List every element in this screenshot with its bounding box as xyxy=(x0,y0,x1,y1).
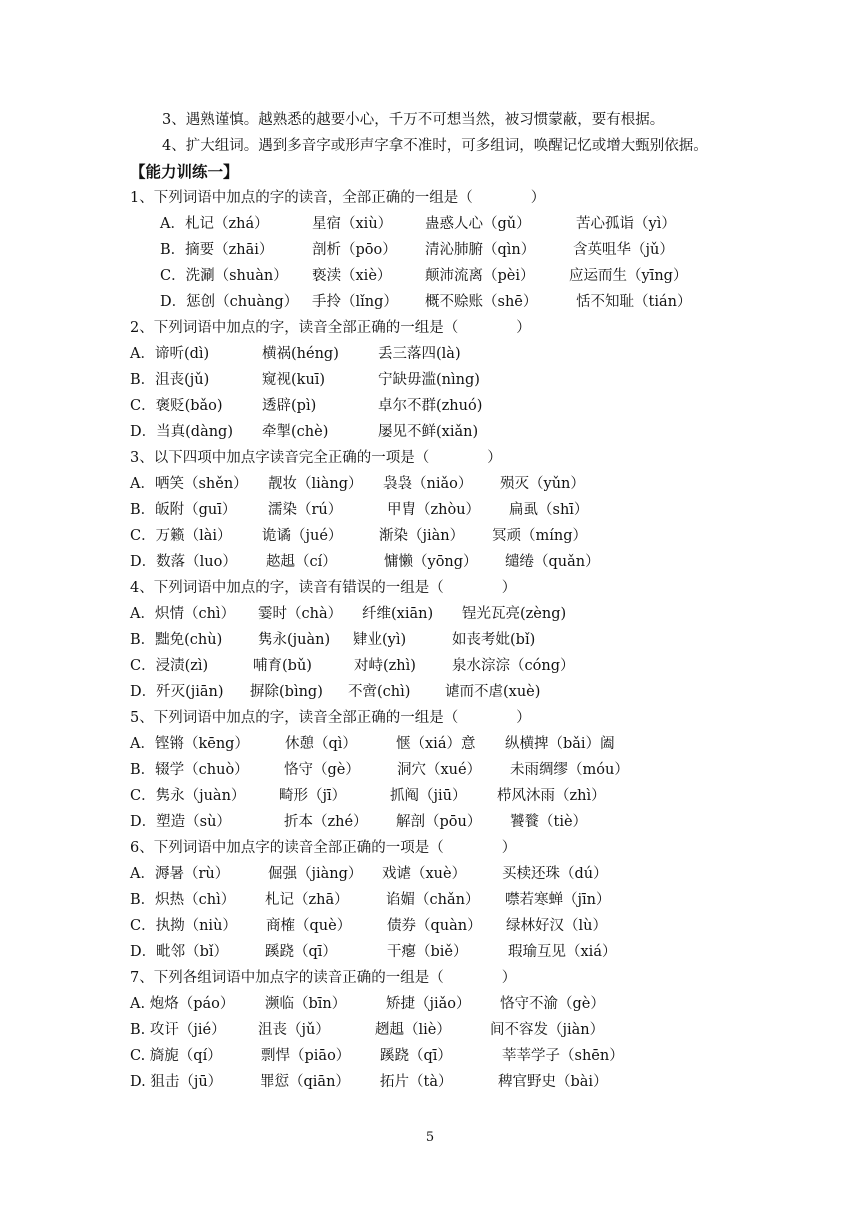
option-cell: C. 旖旎（qí） xyxy=(130,1048,222,1064)
option-cell: 商榷（què） xyxy=(266,918,352,934)
option-cell: B. 攻讦（jié） xyxy=(130,1022,226,1038)
option-cell: B．辍学（chuò） xyxy=(130,762,249,778)
option-cell: 丢三落四(là) xyxy=(378,346,461,362)
option-cell: D．塑造（sù） xyxy=(130,814,231,830)
option-cell: 饕餮（tiè） xyxy=(510,814,588,830)
option-cell: 泉水淙淙（cóng） xyxy=(452,658,575,674)
question-3-stem: 3、以下四项中加点字读音完全正确的一项是（ ） xyxy=(130,450,502,466)
option-cell: 濡染（rú） xyxy=(268,502,343,518)
option-cell: 苦心孤诣（yì） xyxy=(576,216,676,232)
option-cell: 札记（zhā） xyxy=(265,892,349,908)
option-cell: 未雨绸缪（móu） xyxy=(510,762,629,778)
option-cell: 洞穴（xué） xyxy=(397,762,482,778)
option-cell: 诡谲（jué） xyxy=(262,528,343,544)
option-cell: 靓妆（liàng） xyxy=(268,476,363,492)
option-cell: 趔趄（liè） xyxy=(375,1022,451,1038)
option-cell: 慵懒（yōng） xyxy=(384,554,478,570)
option-cell: 谄媚（chǎn） xyxy=(386,892,480,908)
option-cell: 锃光瓦亮(zèng) xyxy=(462,606,567,622)
option-cell: 戏谑（xuè） xyxy=(382,866,467,882)
option-cell: 沮丧（jǔ） xyxy=(258,1022,330,1038)
option-cell: 畸形（jī） xyxy=(279,788,347,804)
option-cell: A．溽暑（rù） xyxy=(130,866,230,882)
option-cell: 间不容发（jiàn） xyxy=(490,1022,605,1038)
option-cell: B．皈附（guī） xyxy=(130,502,237,518)
option-cell: B．炽热（chì） xyxy=(130,892,236,908)
option-cell: D．毗邻（bǐ） xyxy=(130,944,229,960)
option-cell: 颠沛流离（pèi） xyxy=(425,268,535,284)
option-cell: 如丧考妣(bǐ) xyxy=(452,632,536,648)
option-cell: 牵掣(chè) xyxy=(262,424,329,440)
option-cell: 拓片（tà） xyxy=(380,1074,453,1090)
option-cell: 哺育(bǔ) xyxy=(253,658,312,674)
option-cell: 恬不知耻（tián） xyxy=(576,294,692,310)
option-cell: 亵渎（xiè） xyxy=(312,268,392,284)
option-cell: 蹊跷（qī） xyxy=(380,1048,452,1064)
option-cell: 栉风沐雨（zhì） xyxy=(497,788,606,804)
option-cell: B．摘要（zhāi） xyxy=(160,242,274,258)
option-cell: 瑕瑜互见（xiá） xyxy=(508,944,617,960)
option-cell: 蛊惑人心（gǔ） xyxy=(425,216,531,232)
option-cell: 绿林好汉（lù） xyxy=(506,918,607,934)
option-cell: 莘莘学子（shēn） xyxy=(502,1048,624,1064)
option-cell: 含英咀华（jǔ） xyxy=(573,242,674,258)
option-cell: 矫捷（jiǎo） xyxy=(386,996,471,1012)
option-cell: 摒除(bìng) xyxy=(250,684,323,700)
intro-line-1: 3、遇熟谨慎。越熟悉的越要小心，千万不可想当然，被习惯蒙蔽，要有根据。 xyxy=(162,112,665,128)
option-cell: 稗官野史（bài） xyxy=(498,1074,608,1090)
page-number: 5 xyxy=(425,1130,435,1145)
option-cell: 蹊跷（qī） xyxy=(265,944,337,960)
option-cell: 干瘪（biě） xyxy=(387,944,468,960)
option-cell: C．褒贬(bǎo) xyxy=(130,398,223,414)
option-cell: 概不赊账（shē） xyxy=(425,294,538,310)
option-cell: 肄业(yì) xyxy=(353,632,407,648)
option-cell: D. 狙击（jū） xyxy=(130,1074,223,1090)
option-cell: 买椟还珠（dú） xyxy=(502,866,608,882)
option-cell: A．炽情（chì） xyxy=(130,606,236,622)
question-2-stem: 2、下列词语中加点的字，读音全部正确的一组是（ ） xyxy=(130,320,531,336)
option-cell: 休憩（qì） xyxy=(285,736,357,752)
option-cell: 债券（quàn） xyxy=(387,918,482,934)
option-cell: 恪守（gè） xyxy=(284,762,360,778)
option-cell: 对峙(zhì) xyxy=(354,658,416,674)
question-6-stem: 6、下列词语中加点字的读音全部正确的一项是（ ） xyxy=(130,840,517,856)
option-cell: 透辟(pì) xyxy=(262,398,317,414)
option-cell: D．惩创（chuàng） xyxy=(160,294,299,310)
option-cell: B．黜免(chù) xyxy=(130,632,223,648)
option-cell: 缱绻（quǎn） xyxy=(505,554,600,570)
option-cell: D．当真(dàng) xyxy=(130,424,233,440)
option-cell: 窥视(kuī) xyxy=(262,372,326,388)
option-cell: A．札记（zhá） xyxy=(160,216,269,232)
option-cell: C．浸渍(zì) xyxy=(130,658,209,674)
option-cell: 屡见不鲜(xiǎn) xyxy=(378,424,479,440)
option-cell: B．沮丧(jǔ) xyxy=(130,372,210,388)
option-cell: 袅袅（niǎo） xyxy=(383,476,473,492)
option-cell: C．洗涮（shuàn） xyxy=(160,268,288,284)
option-cell: 罪愆（qiān） xyxy=(260,1074,350,1090)
question-5-stem: 5、下列词语中加点的字，读音全部正确的一组是（ ） xyxy=(130,710,531,726)
option-cell: 甲胄（zhòu） xyxy=(387,502,481,518)
option-cell: 手拎（lǐng） xyxy=(312,294,398,310)
option-cell: 霎时（chà） xyxy=(258,606,343,622)
option-cell: A．谛听(dì) xyxy=(130,346,210,362)
option-cell: 折本（zhé） xyxy=(284,814,368,830)
option-cell: 应运而生（yīng） xyxy=(569,268,688,284)
option-cell: 横祸(héng) xyxy=(262,346,339,362)
option-cell: 宁缺毋滥(nìng) xyxy=(378,372,480,388)
option-cell: 濒临（bīn） xyxy=(265,996,347,1012)
option-cell: 渐染（jiàn） xyxy=(379,528,465,544)
question-1-stem: 1、下列词语中加点的字的读音，全部正确的一组是（ ） xyxy=(130,190,546,206)
option-cell: C．执拗（niù） xyxy=(130,918,237,934)
option-cell: 冥顽（míng） xyxy=(492,528,588,544)
option-cell: 卓尔不群(zhuó) xyxy=(378,398,483,414)
option-cell: 恪守不渝（gè） xyxy=(500,996,605,1012)
option-cell: 解剖（pōu） xyxy=(396,814,482,830)
option-cell: D．数落（luo） xyxy=(130,554,237,570)
option-cell: 不啻(chì) xyxy=(348,684,411,700)
option-cell: 纵横捭（bǎi）阖 xyxy=(505,736,615,752)
option-cell: 扁虱（shī） xyxy=(509,502,589,518)
option-cell: A．铿锵（kēng） xyxy=(130,736,249,752)
option-cell: 殒灭（yǔn） xyxy=(500,476,585,492)
option-cell: C．万籁（lài） xyxy=(130,528,232,544)
option-cell: A．哂笑（shěn） xyxy=(130,476,248,492)
question-4-stem: 4、下列词语中加点的字，读音有错误的一组是（ ） xyxy=(130,580,517,596)
option-cell: 惬（xiá）意 xyxy=(396,736,476,752)
option-cell: A. 炮烙（páo） xyxy=(130,996,235,1012)
option-cell: 清沁肺腑（qìn） xyxy=(425,242,536,258)
option-cell: 噤若寒蝉（jīn） xyxy=(505,892,611,908)
option-cell: 谑而不虐(xuè) xyxy=(445,684,541,700)
option-cell: 纤维(xiān) xyxy=(362,606,434,622)
intro-line-2: 4、扩大组词。遇到多音字或形声字拿不准时，可多组词，唤醒记忆或增大甄别依据。 xyxy=(162,138,708,154)
option-cell: 抓阄（jiū） xyxy=(390,788,467,804)
section-heading: 【能力训练一】 xyxy=(130,163,239,181)
option-cell: 星宿（xiù） xyxy=(312,216,393,232)
option-cell: 剖析（pōo） xyxy=(312,242,397,258)
option-cell: D．歼灭(jiān) xyxy=(130,684,224,700)
option-cell: 隽永(juàn) xyxy=(258,632,331,648)
option-cell: C．隽永（juàn） xyxy=(130,788,246,804)
option-cell: 倔强（jiàng） xyxy=(268,866,363,882)
question-7-stem: 7、下列各组词语中加点字的读音正确的一组是（ ） xyxy=(130,970,517,986)
option-cell: 趑趄（cí） xyxy=(266,554,337,570)
option-cell: 剽悍（piāo） xyxy=(261,1048,351,1064)
